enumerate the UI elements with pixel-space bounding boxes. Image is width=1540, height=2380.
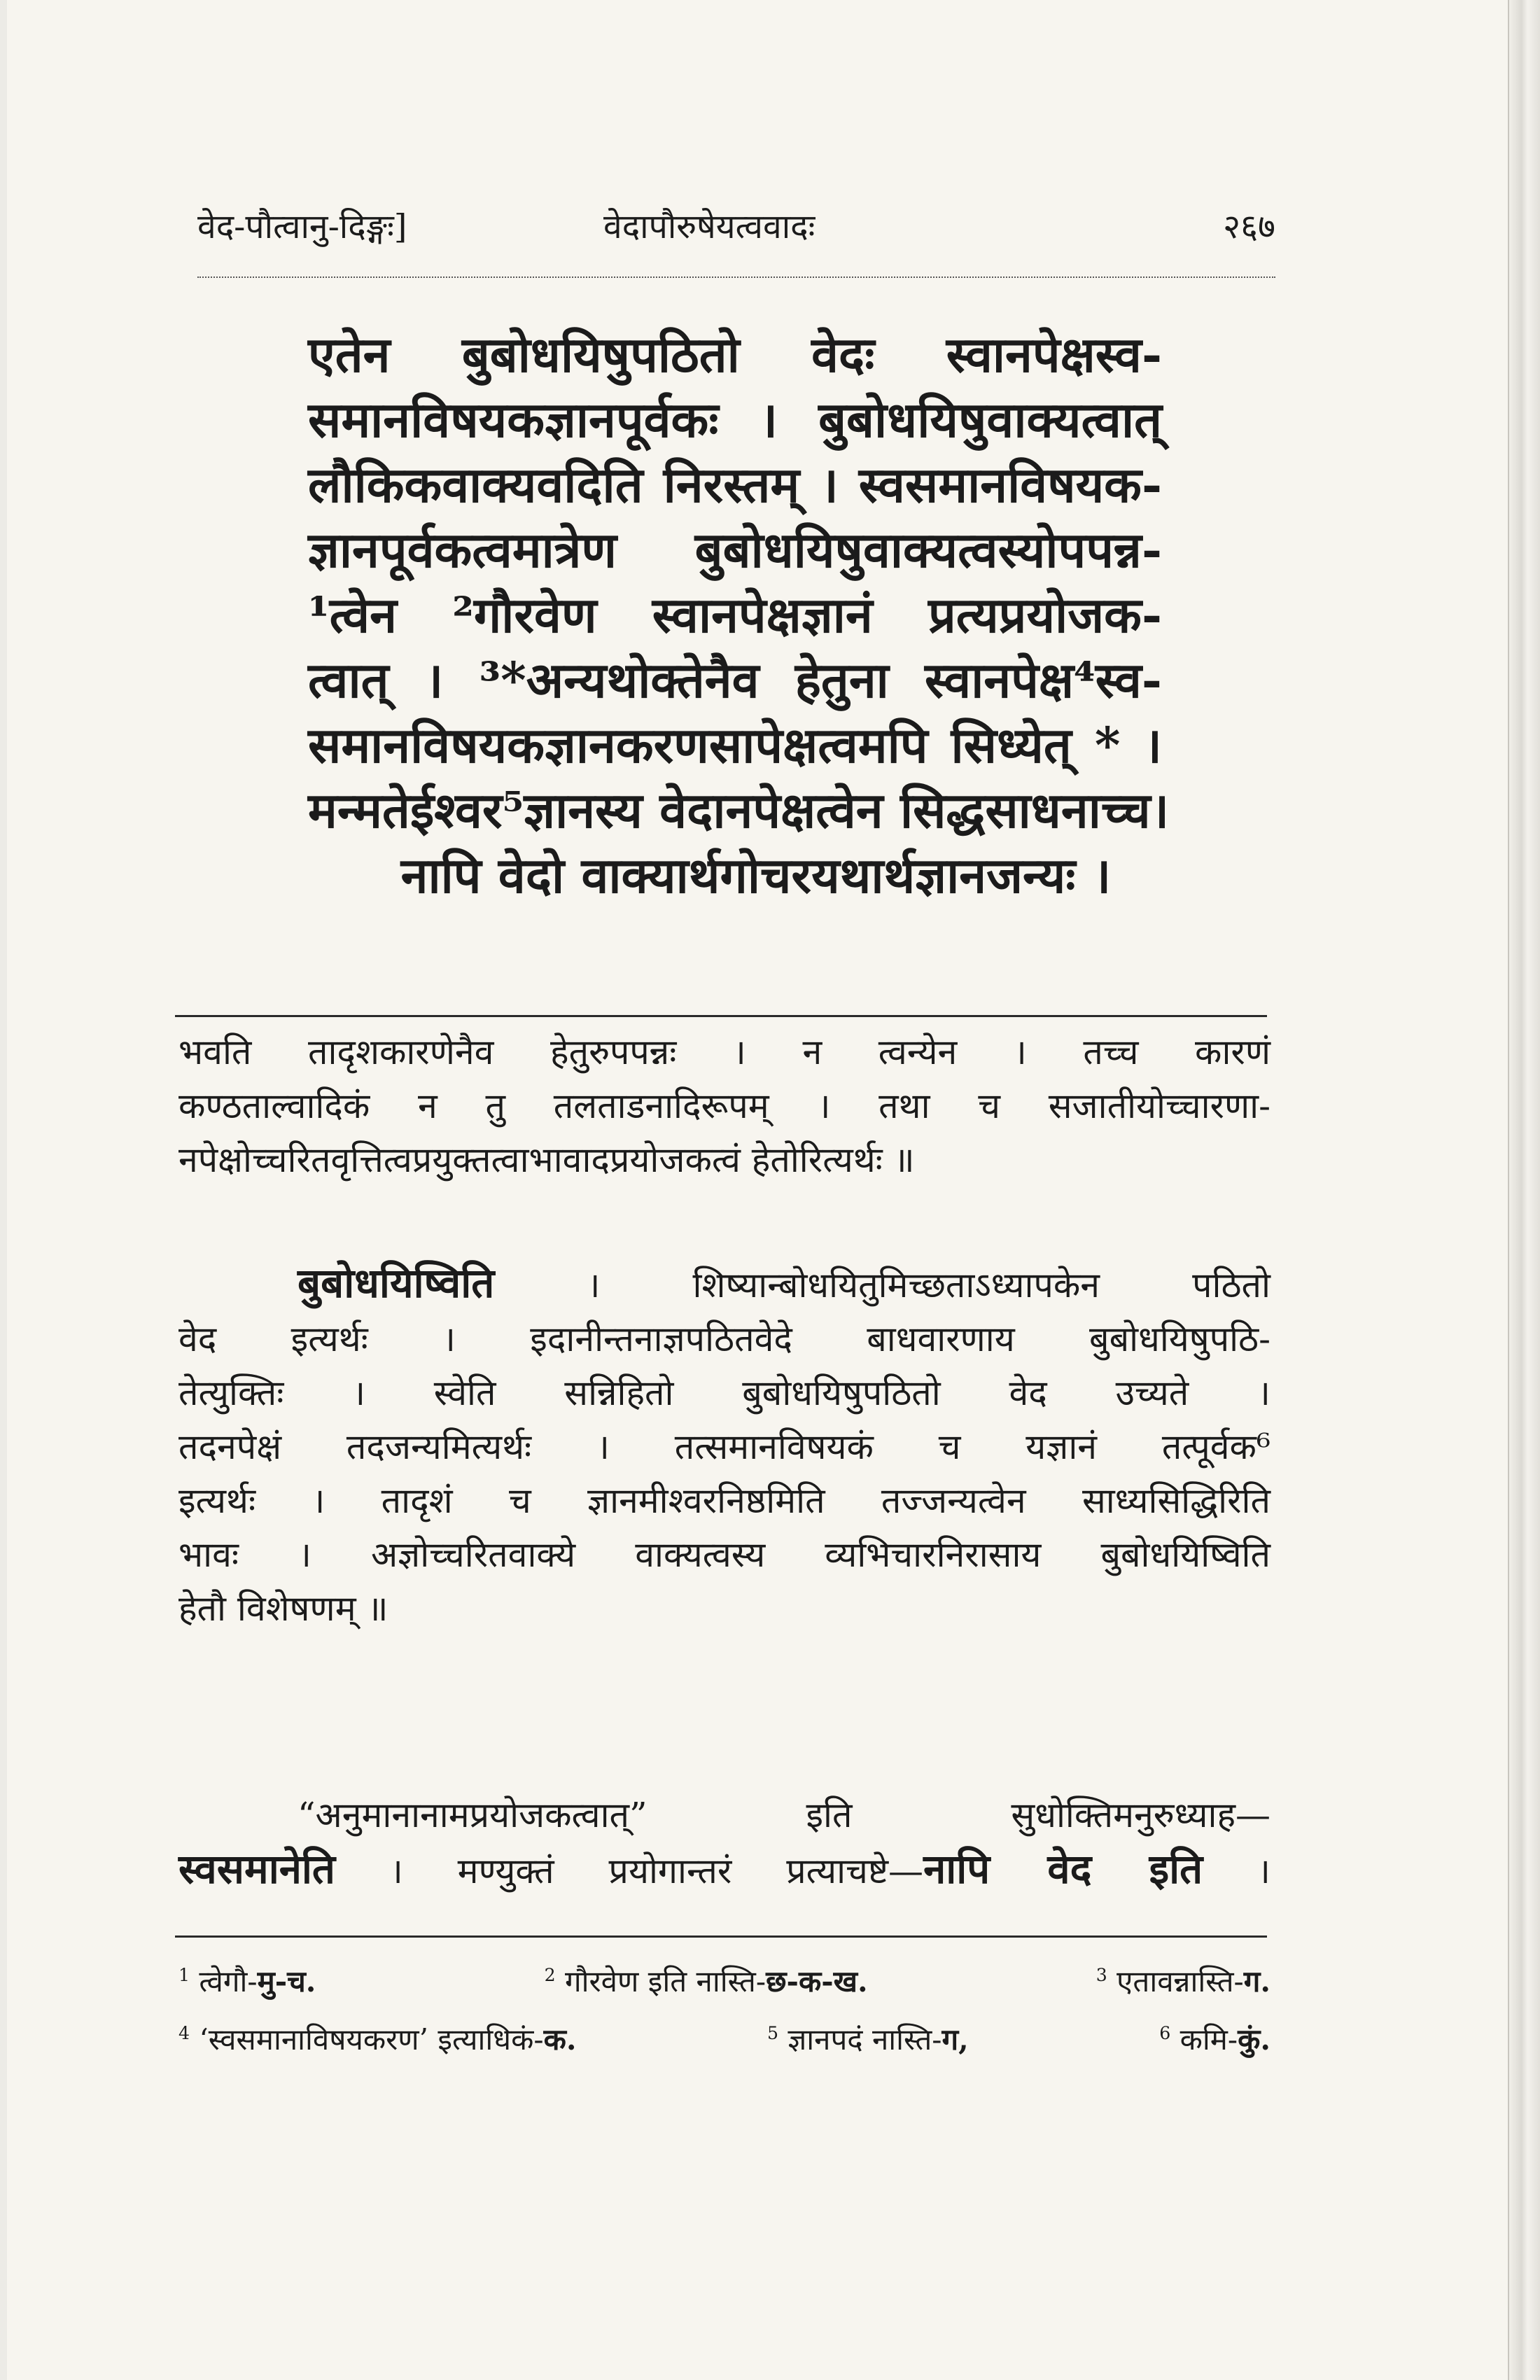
main-line: नापि वेदो वाक्यार्थगोचरयथार्थज्ञानजन्यः । [400,846,1112,904]
commentary-paragraph-2 [178,1256,1270,1636]
footnote-row [178,2008,1270,2066]
main-line: लौकिकवाक्यवदिति निरस्तम् । स्वसमानविषयक- [308,456,1162,514]
pratika-lead: बुबोधयिष्विति [298,1259,495,1307]
main-line: ¹त्वेन ²गौरवेण स्वानपेक्षज्ञानं प्रत्यप्रयोजक- [308,586,1162,644]
commentary-line [178,1842,1270,1898]
commentary-line: वेद इत्यर्थः । इदानीन्तनाज्ञपठितवेदे बाधवारणाय बुबोधयिषुपठि- [178,1319,1270,1359]
footnote: $^6$ कमि-कुं. [1159,2022,1270,2057]
footnote: $^3$ एतावन्नास्ति-ग. [1096,1964,1270,1998]
commentary-line [178,1256,1270,1312]
main-line: समानविषयकज्ञानपूर्वकः । बुबोधयिषुवाक्यत्वात् [308,391,1162,449]
main-line: समानविषयकज्ञानकरणसापेक्षत्वमपि सिध्येत् * । [308,716,1162,774]
commentary-line: तेत्युक्तिः । स्वेति सन्निहितो बुबोधयिषुपठितो वेद उच्यते । [178,1373,1270,1413]
running-header [197,203,1275,252]
header-title: वेदापौरुषेयत्ववादः [603,207,816,246]
footnote: $^4$ ‘स्वसमानाविषयकरण’ इत्याधिकं-क. [178,2022,577,2057]
main-line: मन्मतेईश्वर⁵ज्ञानस्य वेदानपेक्षत्वेन सिद्धसाधनाच्च। [308,781,1170,839]
header-section-ref: वेद-पौत्वानु-दिङ्गः] [197,207,407,246]
text-commentary-divider [175,1015,1267,1017]
quoted-text: “अनुमानानामप्रयोजकत्वात्” इति सुधोक्तिमनुरुध्याह— [298,1795,1270,1835]
footnote-divider [175,1935,1267,1938]
commentary-text: । मण्युक्तं प्रयोगान्तरं प्रत्याचष्टे— [389,1851,924,1891]
commentary-paragraph-1 [178,1026,1270,1187]
footnote: $^1$ त्वेगौ-मु-च. [178,1964,316,1998]
pratika-lead: स्वसमानेति [178,1845,335,1893]
commentary-paragraph-3 [178,1788,1270,1898]
main-line: एतेन बुबोधयिषुपठितो वेदः स्वानपेक्षस्व- [308,326,1162,384]
page-edge-left [0,0,7,2380]
commentary-line [178,1788,1270,1842]
commentary-line: तदनपेक्षं तदजन्यमित्यर्थः । तत्समानविषयकं च यज्ञानं तत्पूर्वक⁶ [178,1427,1270,1467]
commentary-line: हेतौ विशेषणम् ॥ [178,1588,388,1629]
main-text-block [308,322,1170,908]
page-number: २६७ [1223,207,1275,246]
main-line: ज्ञानपूर्वकत्वमात्रेण बुबोधयिषुवाक्यत्वस्योपपन्न- [308,521,1162,579]
commentary-line: कण्ठताल्वादिकं न तु तलताडनादिरूपम् । तथा च सजातीयोच्चारणा- [178,1086,1270,1126]
footnote: $^5$ ज्ञानपदं नास्ति-ग, [766,2022,969,2057]
footnotes [178,1949,1270,2066]
footnote: $^2$ गौरवेण इति नास्ति-छ-क-ख. [544,1964,868,1998]
commentary-line: भावः । अज्ञोच्चरितवाक्ये वाक्यत्वस्य व्यभिचारनिरासाय बुबोधयिष्विति [178,1534,1270,1575]
commentary-text: । [1257,1851,1270,1891]
main-line: त्वात् । ³*अन्यथोक्तेनैव हेतुना स्वानपेक्ष⁴स्व- [308,651,1162,709]
pratika-tail: नापि वेद इति [923,1845,1203,1893]
header-rule [197,276,1275,282]
commentary-text: । शिष्यान्बोधयितुमिच्छताऽध्यापकेन पठितो [587,1265,1270,1306]
page-edge-right [1508,0,1540,2380]
commentary-line: भवति तादृशकारणेनैव हेतुरुपपन्नः । न त्वन्येन । तच्च कारणं [178,1032,1270,1072]
commentary-line: नपेक्षोच्चरितवृत्तित्वप्रयुक्तत्वाभावादप्रयोजकत्वं हेतोरित्यर्थः ॥ [178,1140,915,1180]
footnote-row [178,1949,1270,2008]
commentary-line: इत्यर्थः । तादृशं च ज्ञानमीश्वरनिष्ठमिति तज्जन्यत्वेन साध्यसिद्धिरिति [178,1480,1270,1521]
